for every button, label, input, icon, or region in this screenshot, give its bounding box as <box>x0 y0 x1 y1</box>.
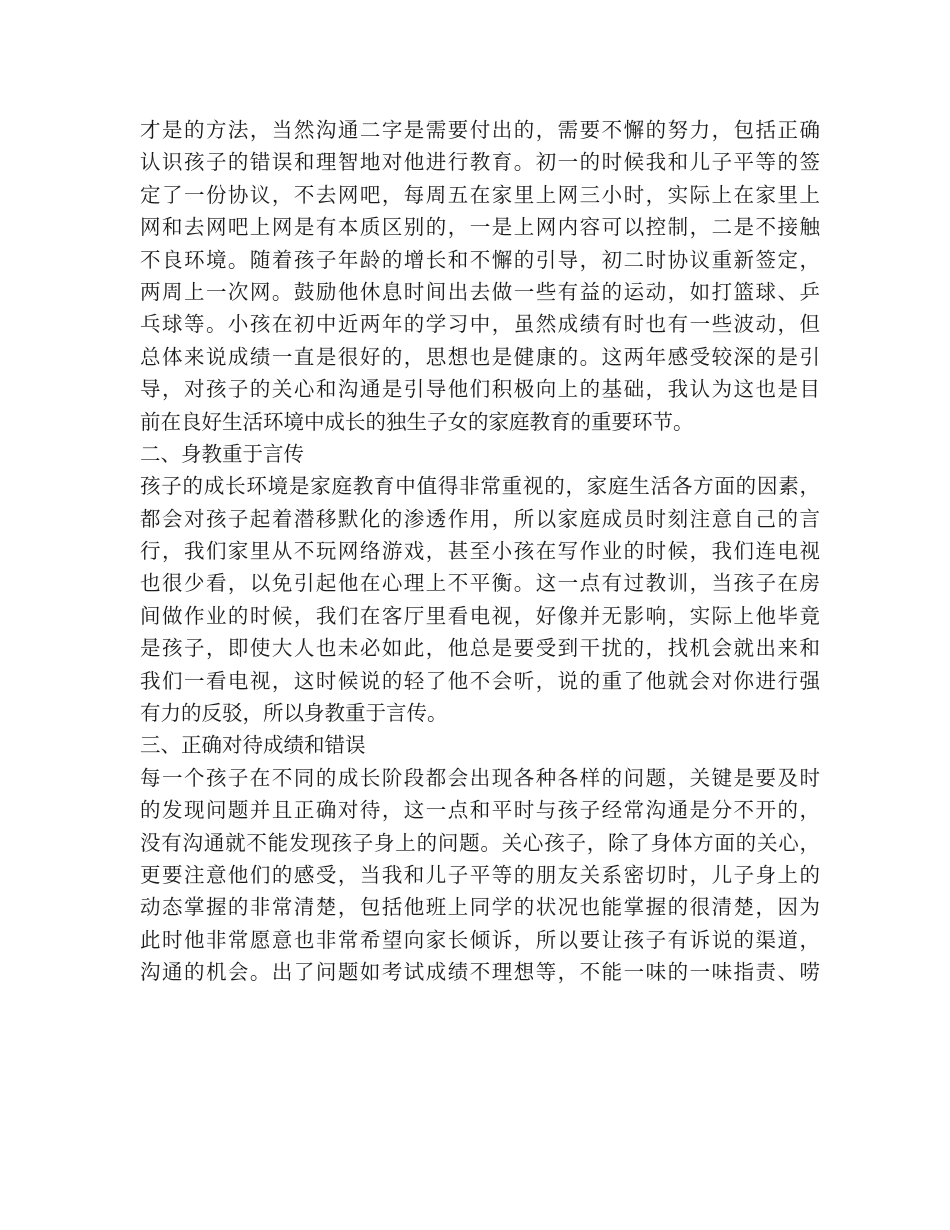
text-line: 前在良好生活环境中成长的独生子女的家庭教育的重要环节。 <box>140 409 694 434</box>
text-line: 才是的方法，当然沟通二字是需要付出的，需要不懈的努力，包括正确 <box>140 118 820 142</box>
text-line: 导，对孩子的关心和沟通是引导他们积极向上的基础，我认为这也是目 <box>140 377 820 402</box>
text-line: 定了一份协议，不去网吧，每周五在家里上网三小时，实际上在家里上 <box>140 182 820 207</box>
text-line: 不良环境。随着孩子年龄的增长和不懈的引导，初二时协议重新签定， <box>140 247 820 272</box>
text-line: 我们一看电视，这时候说的轻了他不会听，说的重了他就会对你进行强 <box>140 668 820 693</box>
text-line: 网和去网吧上网是有本质区别的，一是上网内容可以控制，二是不接触 <box>140 215 820 240</box>
text-line: 有力的反驳，所以身教重于言传。 <box>140 701 448 726</box>
text-line: 两周上一次网。鼓励他休息时间出去做一些有益的运动，如打篮球、乒 <box>140 279 820 304</box>
text-line: 间做作业的时候，我们在客厅里看电视，好像并无影响，实际上他毕竟 <box>140 603 820 628</box>
text-line: 动态掌握的非常清楚，包括他班上同学的状况也能掌握的很清楚，因为 <box>140 895 820 920</box>
text-line: 孩子的成长环境是家庭教育中值得非常重视的，家庭生活各方面的因素， <box>140 474 820 499</box>
text-line: 沟通的机会。出了问题如考试成绩不理想等，不能一味的一味指责、唠 <box>140 960 820 985</box>
text-line: 每一个孩子在不同的成长阶段都会出现各种各样的问题，关键是要及时 <box>140 765 820 790</box>
text-line: 乓球等。小孩在初中近两年的学习中，虽然成绩有时也有一些波动，但 <box>140 312 820 337</box>
text-line: 二、身教重于言传 <box>140 441 304 466</box>
text-line: 是孩子，即使大人也未必如此，他总是要受到干扰的，找机会就出来和 <box>140 636 820 661</box>
text-line: 三、正确对待成绩和错误 <box>140 733 366 758</box>
document-body <box>140 114 820 989</box>
text-line: 也很少看，以免引起他在心理上不平衡。这一点有过教训，当孩子在房 <box>140 571 820 596</box>
text-line: 都会对孩子起着潜移默化的渗透作用，所以家庭成员时刻注意自己的言 <box>140 506 820 531</box>
text-line: 更要注意他们的感受，当我和儿子平等的朋友关系密切时，儿子身上的 <box>140 862 820 887</box>
text-line: 此时他非常愿意也非常希望向家长倾诉，所以要让孩子有诉说的渠道， <box>140 927 820 952</box>
text-line: 总体来说成绩一直是很好的，思想也是健康的。这两年感受较深的是引 <box>140 344 820 369</box>
text-line: 认识孩子的错误和理智地对他进行教育。初一的时候我和儿子平等的签 <box>140 150 820 175</box>
text-line: 行，我们家里从不玩网络游戏，甚至小孩在写作业的时候，我们连电视 <box>140 539 820 564</box>
text-line: 的发现问题并且正确对待，这一点和平时与孩子经常沟通是分不开的， <box>140 798 820 823</box>
text-line: 没有沟通就不能发现孩子身上的问题。关心孩子，除了身体方面的关心， <box>140 830 820 855</box>
